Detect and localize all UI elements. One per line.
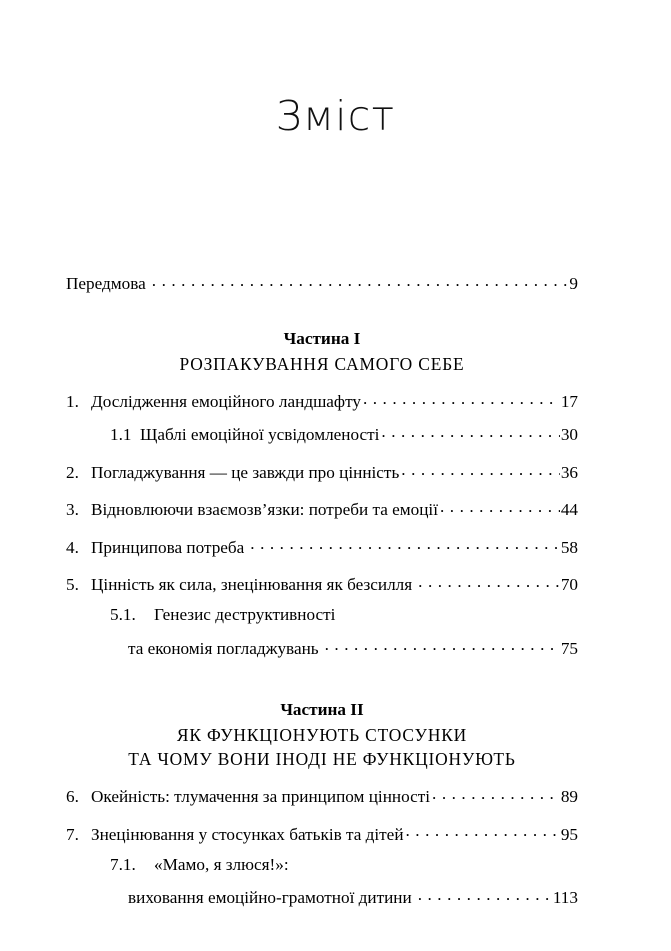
spacer [66,623,578,636]
toc-entry-label: Дослідження емоційного ландшафту [91,392,361,412]
spacer [66,805,578,822]
dot-leader [440,498,560,515]
toc-entry-1[interactable] [66,390,578,410]
spacer [66,657,578,697]
toc-entry-label: Принципова потреба [91,537,245,557]
toc-entry-label-continued: та економія погладжувань [128,638,319,658]
toc-entry-number: 5.1. [110,605,136,625]
dot-leader [406,822,560,839]
toc-entry-5-1-continuation[interactable] [66,636,578,656]
toc-entry-5-1[interactable] [66,606,578,623]
toc-entry-number: 2. [66,462,79,482]
toc-entry-7-1-continuation[interactable] [66,886,578,906]
toc-entry-label: Передмова [66,274,146,294]
toc-entry-number: 4. [66,537,79,557]
toc-entry-page: 75 [560,638,578,658]
toc-entry-label: Відновлюючи взаємозв’язки: потреби та емоції [91,500,438,520]
toc-entry-page: 95 [560,824,578,844]
part-title: Частина II [280,699,364,719]
toc-entry-number: 5. [66,575,79,595]
toc-entry-page: 9 [569,274,578,294]
spacer [66,518,578,535]
toc-entry-page: 70 [560,575,578,595]
toc-entry-number: 7. [66,824,79,844]
dot-leader [401,461,560,478]
toc-entry-page: 89 [560,787,578,807]
part-subtitle-line: ЯК ФУНКЦІОНУЮТЬ СТОСУНКИ [176,724,468,745]
toc-entry-page: 58 [560,537,578,557]
dot-leader [432,785,560,802]
toc-entry-page: 17 [560,392,578,412]
toc-entry-page: 44 [560,500,578,520]
toc-entry-4[interactable] [66,535,578,555]
toc-entry-3[interactable] [66,498,578,518]
part-heading-1 [66,326,578,377]
spacer [66,444,578,461]
toc-entry-label: Цінність як сила, знецінювання як безсилля [91,575,413,595]
toc-entry-page: 36 [560,462,578,482]
dot-leader [381,423,559,440]
page-title: Зміст [275,92,396,140]
toc-entry-label-continued: виховання емоційно-грамотної дитини [128,888,412,908]
toc-entry-page: 30 [560,425,578,445]
dot-leader [363,390,560,407]
toc-entry-7[interactable] [66,822,578,842]
toc-entry-number: 3. [66,500,79,520]
toc-entry-number: 1. [66,392,79,412]
spacer [66,772,578,785]
toc-entry-label: Окейність: тлумачення за принципом цінності [91,787,431,807]
spacer [66,410,578,423]
toc-entry-7-1[interactable] [66,856,578,873]
dot-leader [418,886,552,903]
spacer [66,843,578,856]
spacer [66,481,578,498]
spacer [66,292,578,326]
dot-leader [152,272,569,289]
toc-entry-label: Погладжування — це завжди про цінність [91,462,400,482]
toc-entry-label: «Мамо, я злюся!»: [154,854,289,874]
part-subtitle-line: РОЗПАКУВАННЯ САМОГО СЕБЕ [179,354,465,375]
part-subtitle-line: ТА ЧОМУ ВОНИ ІНОДІ НЕ ФУНКЦІОНУЮТЬ [128,749,516,770]
toc-list [66,272,578,906]
toc-entry-number: 6. [66,787,79,807]
toc-entry-label: Генезис деструктивності [154,605,336,625]
spacer [66,873,578,886]
dot-leader [325,636,560,653]
toc-entry-page: 113 [552,888,578,908]
part-heading-2 [66,697,578,772]
spacer [66,377,578,390]
toc-entry-6[interactable] [66,785,578,805]
spacer [66,556,578,573]
dot-leader [250,535,560,552]
toc-entry-number: 1.1 [110,425,132,445]
toc-entry-5[interactable] [66,573,578,593]
dot-leader [418,573,560,590]
toc-entry-2[interactable] [66,461,578,481]
toc-entry-label: Знецінювання у стосунках батьків та дітей [91,824,404,844]
part-title: Частина I [283,329,361,349]
toc-entry-label: Щаблі емоційної усвідомленості [140,425,380,445]
toc-entry-number: 7.1. [110,854,136,874]
toc-entry-preface[interactable] [66,272,578,292]
toc-entry-1-1[interactable] [66,423,578,443]
